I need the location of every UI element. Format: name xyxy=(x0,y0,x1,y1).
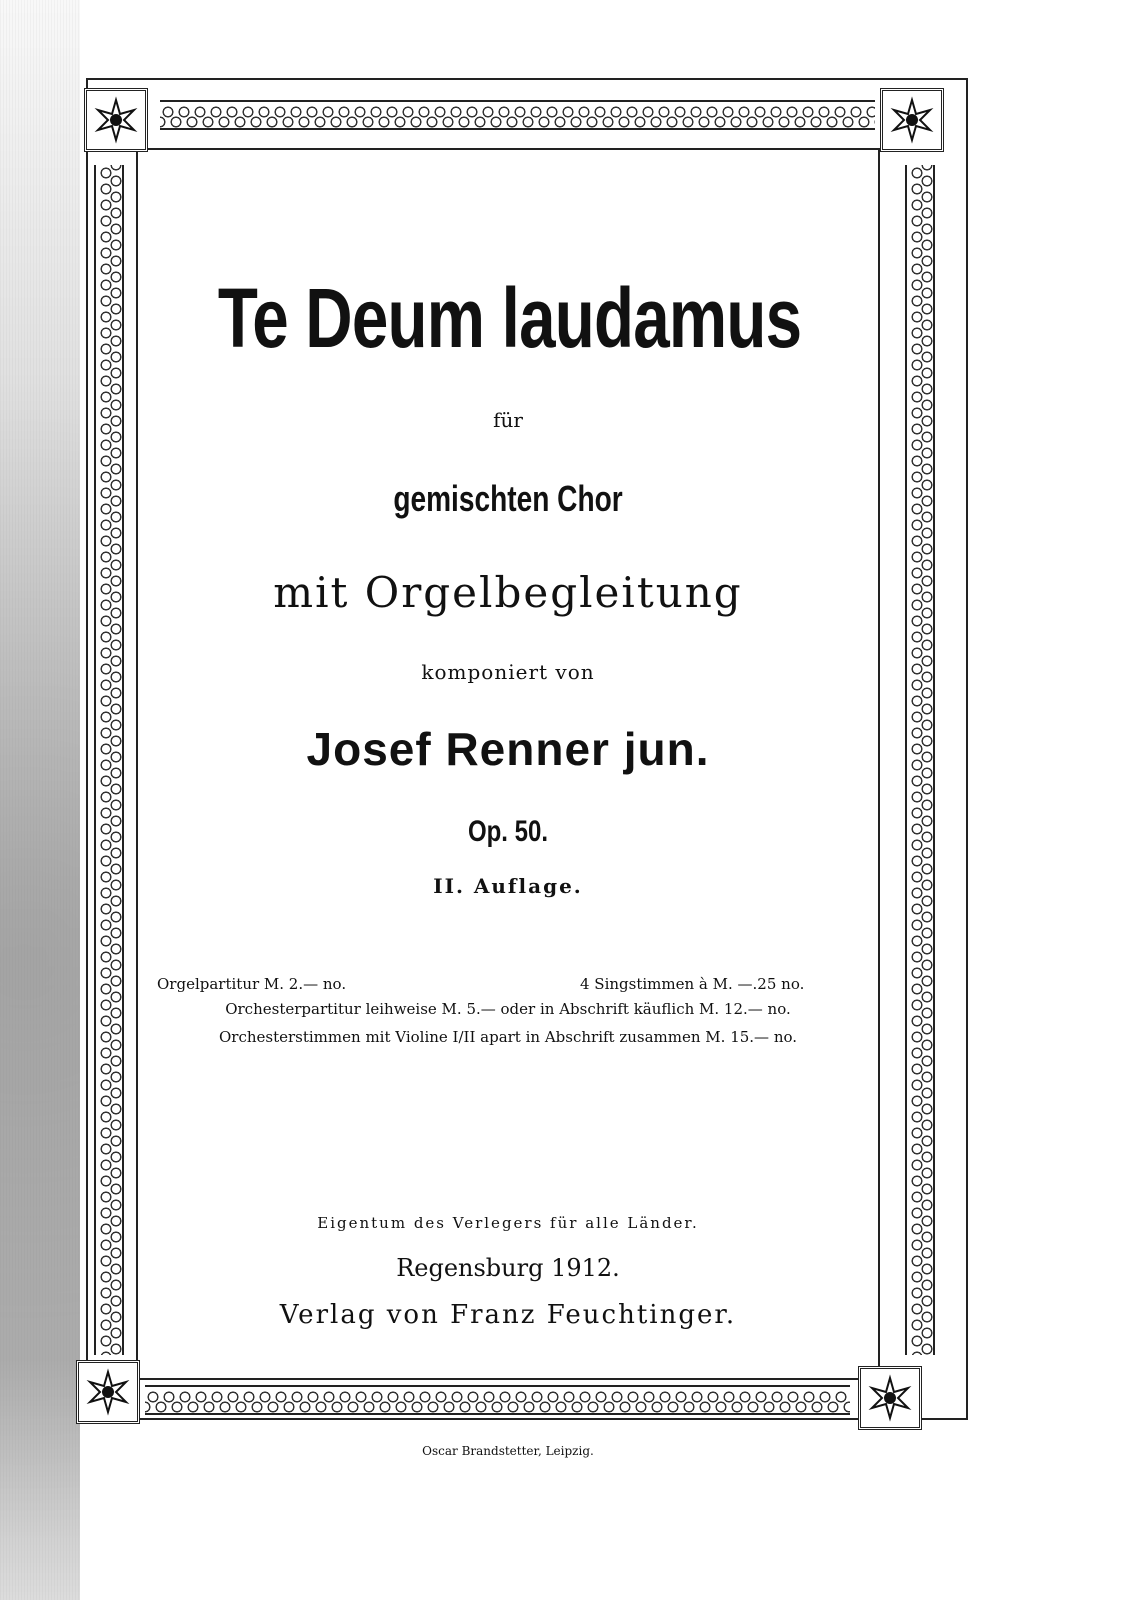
corner-top-left xyxy=(84,88,148,152)
composed-by-label: komponiert von xyxy=(421,660,595,684)
price-orchestra-score: Orchesterpartitur leihweise M. 5.— oder in Abschrift käuflich M. 12.— no. xyxy=(225,1000,791,1018)
corner-top-right xyxy=(880,88,944,152)
price-orchestra-parts: Orchesterstimmen mit Violine I/II apart in Abschrift zusammen M. 15.— no. xyxy=(218,1028,798,1046)
star-flower-icon xyxy=(866,1374,914,1422)
composer-name: Josef Renner jun. xyxy=(306,723,710,775)
place-year: Regensburg 1912. xyxy=(396,1254,620,1282)
work-title: Te Deum laudamus xyxy=(217,271,802,365)
for-label: für xyxy=(493,408,523,432)
corner-bottom-left xyxy=(76,1360,140,1424)
rights-notice: Eigentum des Verlegers für alle Länder. xyxy=(317,1214,699,1232)
edition-label: II. Auflage. xyxy=(433,874,583,898)
printer-credit: Oscar Brandstetter, Leipzig. xyxy=(422,1444,594,1458)
price-voices: 4 Singstimmen à M. —.25 no. xyxy=(580,975,805,993)
right-ornament-band xyxy=(905,165,935,1355)
star-flower-icon xyxy=(84,1368,132,1416)
choir-line: gemischten Chor xyxy=(393,478,623,519)
accompaniment-line: mit Orgelbegleitung xyxy=(273,568,743,617)
star-flower-icon xyxy=(888,96,936,144)
left-ornament-band xyxy=(94,165,124,1355)
bottom-ornament-band xyxy=(145,1385,850,1415)
star-flower-icon xyxy=(92,96,140,144)
price-organ-score: Orgelpartitur M. 2.— no. xyxy=(157,975,347,993)
top-ornament-band xyxy=(160,100,875,130)
scan-edge-shadow xyxy=(0,0,80,1600)
opus-number: Op. 50. xyxy=(467,815,549,848)
corner-bottom-right xyxy=(858,1366,922,1430)
publisher-line: Verlag von Franz Feuchtinger. xyxy=(279,1300,737,1330)
